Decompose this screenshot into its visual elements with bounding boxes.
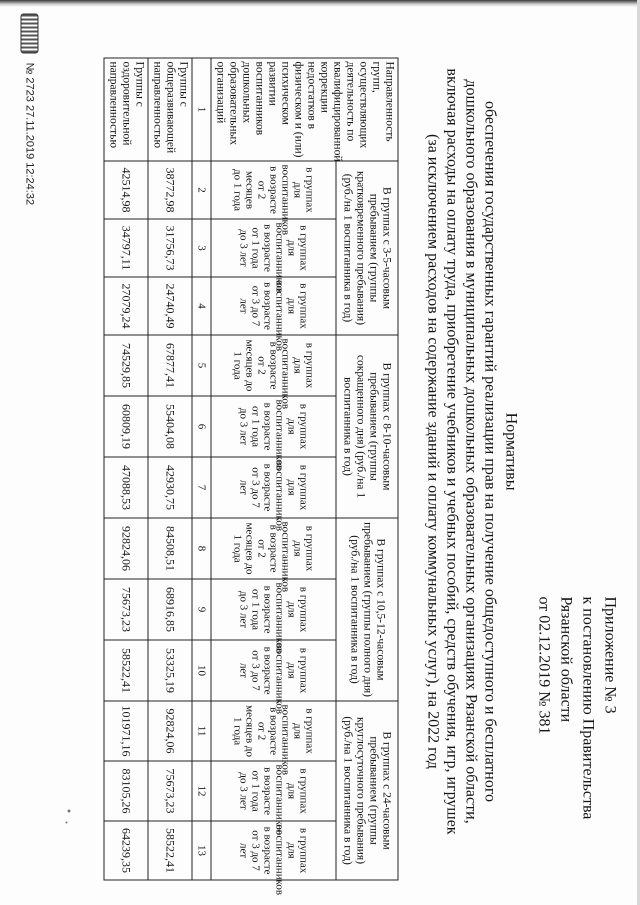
- table-cell: 64239,35: [104, 821, 148, 880]
- table-cell: 83105,26: [104, 761, 148, 821]
- column-number: 6: [192, 396, 211, 457]
- title-line: обеспечения государственных гарантий реализации прав на получение общедоступного и бесплатного: [481, 101, 498, 802]
- header-age-2m-1y: в группах для воспитанников в возрасте от 2 месяцев до 1 года: [211, 335, 336, 396]
- header-group-short-stay: В группах с 3-5-часовым пребыванием (группы кратковременного пребывания) (руб./на 1 воспитанника в год): [336, 161, 398, 335]
- table-cell: 75673,23: [104, 579, 148, 640]
- table-cell: 31756,73: [148, 219, 192, 277]
- column-number: 5: [192, 335, 211, 396]
- table-cell: 42930,75: [148, 457, 192, 518]
- table-cell: 55404,08: [148, 396, 192, 457]
- column-number: 11: [192, 701, 211, 761]
- column-number: 13: [192, 821, 211, 880]
- rotated-document: [10, 10, 630, 895]
- row-name: Группы с общеразвивающей направленностью: [148, 58, 192, 161]
- table-cell: 53325,19: [148, 640, 192, 701]
- column-number: 3: [192, 219, 211, 277]
- scan-speck: [65, 822, 67, 824]
- table-cell: 38772,98: [148, 161, 192, 219]
- header-age-3y-7y: в группах для воспитанников в возрасте от 3 до 7 лет: [211, 821, 336, 880]
- table-cell: 92824,06: [148, 701, 192, 761]
- header-group-round-the-clock: В группах с 24-часовым пребыванием (группы круглосуточного пребывания) (руб./на 1 воспитанника в год): [336, 701, 398, 880]
- header-age-3y-7y: в группах для воспитанников в возрасте от 3 до 7 лет: [211, 277, 336, 335]
- table-cell: 24740,49: [148, 277, 192, 335]
- row-name: Группы с оздоровительной направленностью: [104, 58, 148, 161]
- header-age-3y-7y: в группах для воспитанников в возрасте от 3 до 7 лет: [211, 457, 336, 518]
- column-number: 1: [192, 58, 211, 161]
- header-group-full-day: В группах с 10,5-12-часовым пребыванием (группы полного дня) (руб./на 1 воспитанника в год): [336, 518, 398, 701]
- table-cell: 68916,85: [148, 579, 192, 640]
- header-age-1y-3y: в группах для воспитанников в возрасте от 1 года до 3 лет: [211, 579, 336, 640]
- table-cell: 84508,51: [148, 518, 192, 579]
- appendix-block: [532, 597, 620, 877]
- stamp-text: № 2723 27.11.2019 12:24:32: [22, 62, 35, 206]
- header-age-1y-3y: в группах для воспитанников в возрасте от 1 года до 3 лет: [211, 761, 336, 821]
- table-row: [148, 58, 192, 880]
- table-cell: 58522,41: [104, 640, 148, 701]
- scan-speck: [67, 810, 70, 813]
- column-number: 2: [192, 161, 211, 219]
- title-heading: Нормативы: [502, 412, 519, 491]
- document-title: [423, 22, 520, 882]
- title-line: включая расходы на оплату труда, приобретение учебников и учебных пособий, средств обучения, игр, игрушек: [443, 68, 460, 835]
- title-line: (за исключением расходов на содержание зданий и оплату коммунальных услуг), на 2022 год: [424, 134, 441, 769]
- column-number: 9: [192, 579, 211, 640]
- column-number: 8: [192, 518, 211, 579]
- table-cell: 67877,41: [148, 335, 192, 396]
- appendix-line: к постановлению Правительства: [579, 596, 596, 820]
- appendix-line: Приложение № 3: [601, 596, 618, 714]
- column-number: 12: [192, 761, 211, 821]
- appendix-line: Рязанской области: [557, 596, 574, 723]
- norms-table: [103, 58, 398, 896]
- table-cell: 42514,98: [104, 161, 148, 219]
- header-age-1y-3y: в группах для воспитанников в возрасте от 1 года до 3 лет: [211, 219, 336, 277]
- header-age-2m-1y: в группах для воспитанников в возрасте от 2 месяцев до 1 года: [211, 518, 336, 579]
- stamp-logo-icon: [20, 14, 38, 54]
- table-cell: 75673,23: [148, 761, 192, 821]
- table-cell: 47088,53: [104, 457, 148, 518]
- header-age-1y-3y: в группах для воспитанников в возрасте от 1 года до 3 лет: [211, 396, 336, 457]
- table-row: [104, 58, 148, 880]
- header-group-reduced-day: В группах с 8-10-часовым пребыванием (группы сокращенного дня) (руб./на 1 воспитанника в год): [336, 335, 398, 518]
- table-cell: 92824,06: [104, 518, 148, 579]
- header-age-2m-1y: в группах для воспитанников в возрасте от 2 месяцев до 1 года: [211, 161, 336, 219]
- header-age-3y-7y: в группах для воспитанников в возрасте от 3 до 7 лет: [211, 640, 336, 701]
- table-cell: 27079,24: [104, 277, 148, 335]
- table-cell: 34797,11: [104, 219, 148, 277]
- registration-stamp: [18, 14, 40, 264]
- table-cell: 58522,41: [148, 821, 192, 880]
- title-line: дошкольного образования в муниципальных дошкольных образовательных организациях Рязанской области,: [462, 79, 479, 824]
- header-age-2m-1y: в группах для воспитанников в возрасте от 2 месяцев до 1 года: [211, 701, 336, 761]
- appendix-line: от 02.12.2019 № 381: [535, 596, 552, 735]
- column-number: 7: [192, 457, 211, 518]
- table-cell: 74529,85: [104, 335, 148, 396]
- column-number: 10: [192, 640, 211, 701]
- table-cell: 60809,19: [104, 396, 148, 457]
- column-number: 4: [192, 277, 211, 335]
- scan-edge-top: [0, 0, 640, 7]
- header-direction: Направленность групп, осуществляющих деятельность по квалифицированной коррекции недостатков в физическом и (или) психическом развитии воспитанников дошкольных образовательных организаций: [211, 58, 398, 161]
- table-cell: 101971,16: [104, 701, 148, 761]
